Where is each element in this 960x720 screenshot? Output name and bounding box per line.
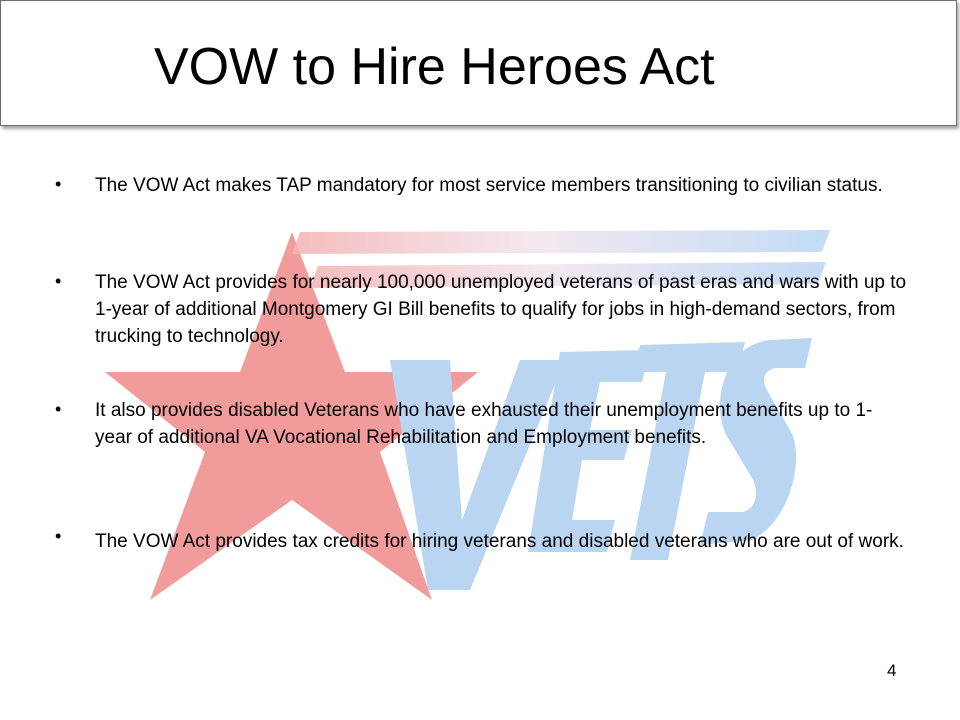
bullet-dot-icon: • bbox=[55, 526, 62, 546]
bullet-dot-icon: • bbox=[55, 174, 62, 194]
bullet-text: The VOW Act makes TAP mandatory for most service members transitioning to civilian status. bbox=[95, 175, 883, 196]
bullet-text: The VOW Act provides for nearly 100,000 unemployed veterans of past eras and wars with up to 1-year of additional Montgomery GI Bill benefits to qualify for jobs in high-demand sectors, from trucking to technology. bbox=[95, 272, 907, 347]
bullet-text: It also provides disabled Veterans who have exhausted their unemployment benefits up to 1-year of additional VA Vocational Rehabilitation and Employment benefits. bbox=[95, 400, 873, 448]
page-number: 4 bbox=[887, 661, 897, 680]
bullet-text: The VOW Act provides tax credits for hiring veterans and disabled veterans who are out of work. bbox=[95, 531, 904, 552]
slide-title: VOW to Hire Heroes Act bbox=[154, 38, 715, 96]
bullet-dot-icon: • bbox=[55, 399, 62, 419]
bullet-dot-icon: • bbox=[55, 271, 62, 291]
